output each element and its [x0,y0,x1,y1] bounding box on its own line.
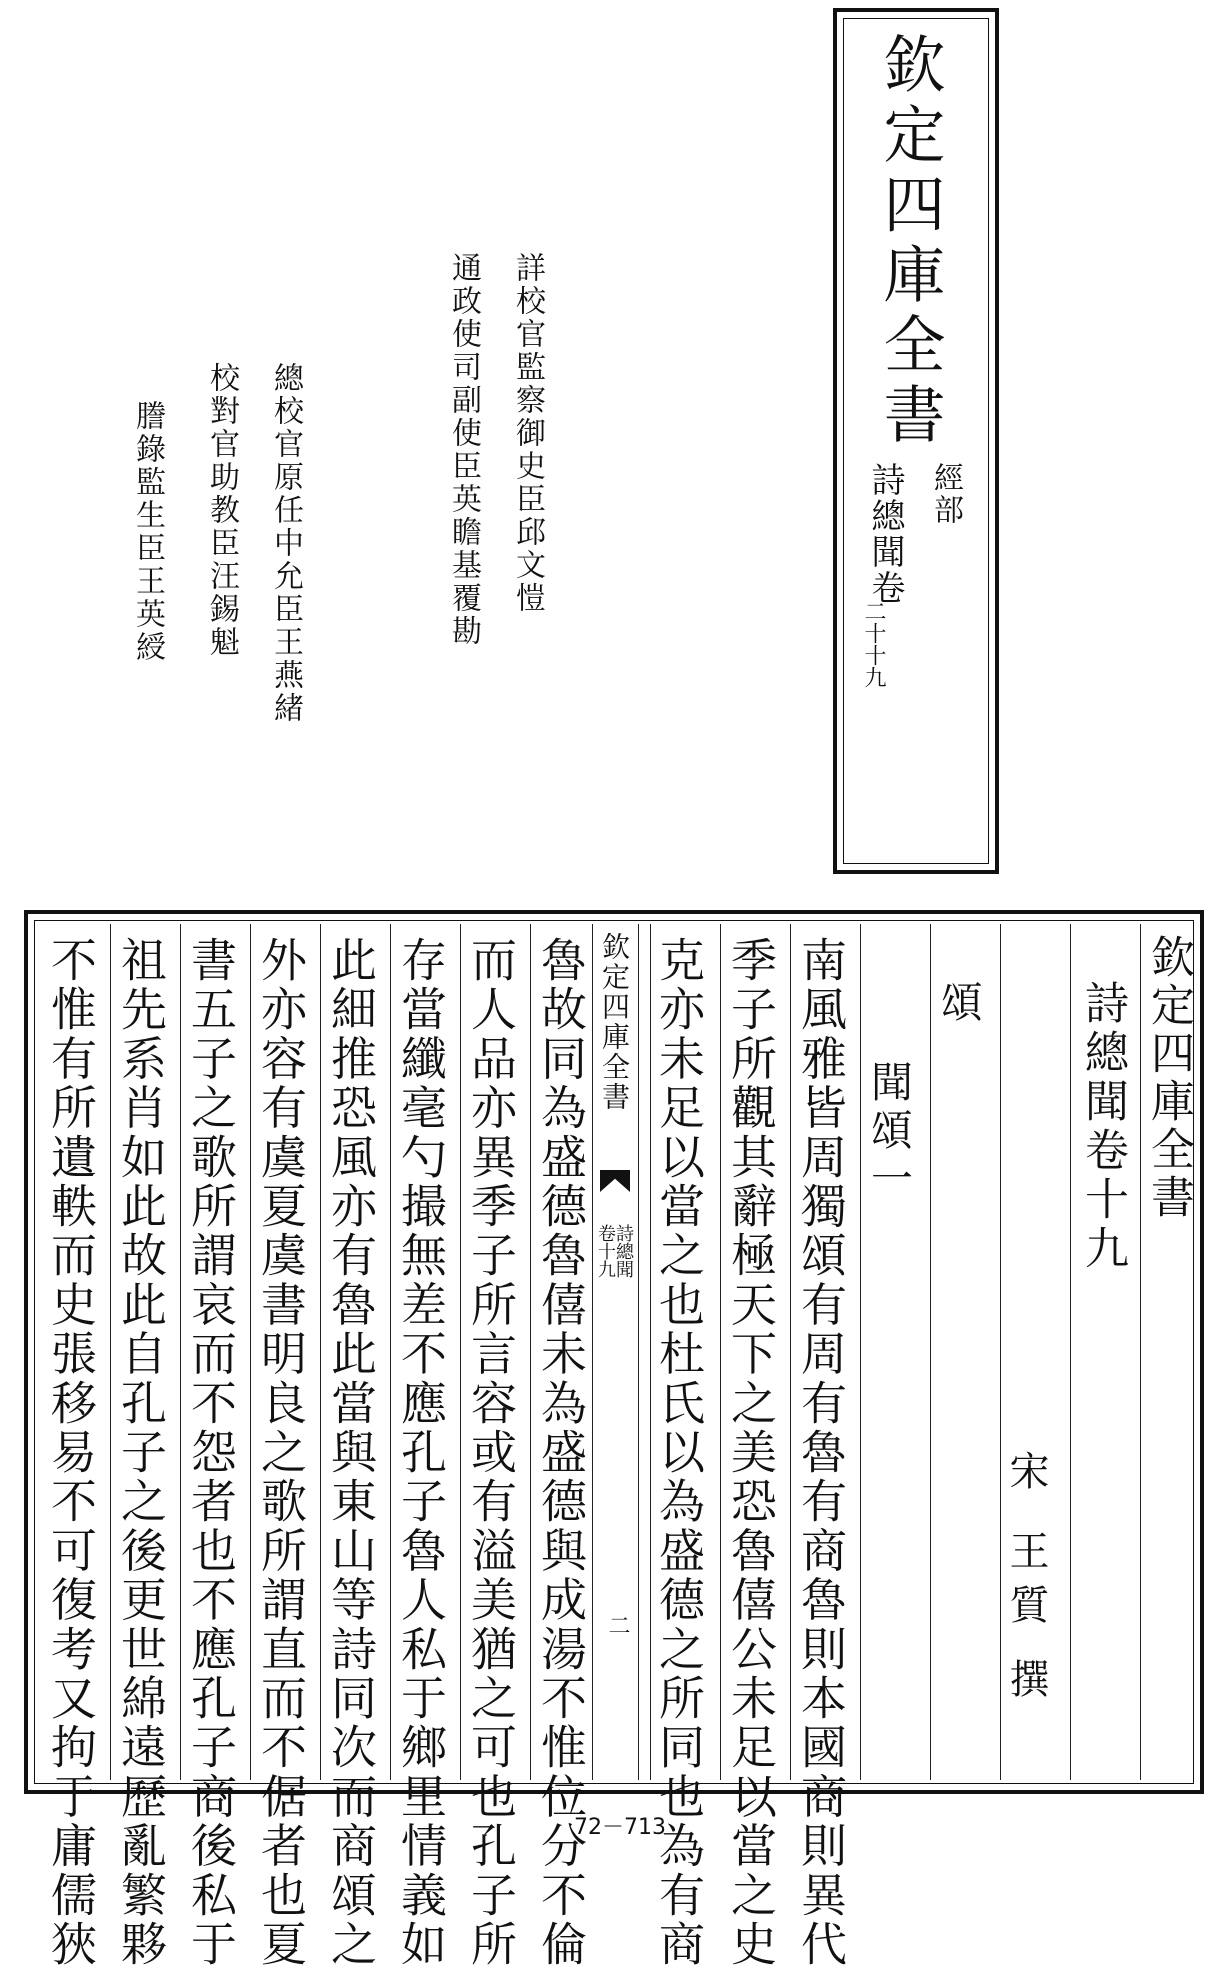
center-strip [592,924,638,1780]
author-action: 撰 [1003,1658,1049,1698]
text-column: 南風雅皆周獨頌有周有魯有商魯則本國商則異代 [794,936,848,1969]
column-rule [638,924,639,1780]
column-rule [650,924,651,1780]
text-column: 祖先系肖如此故此自孔子之後更世綿遠歷亂繁夥 [114,936,168,1969]
page-number: 72－713 [574,1815,666,1840]
text-column: 存當纖毫勺撮無差不應孔子魯人私于鄉里情義如 [394,936,448,1969]
column-rule [930,924,931,1780]
center-strip-series-title: 欽定四庫全書 [598,932,631,1112]
text-column: 外亦容有虞夏虞書明良之歌所謂直而不倨者也夏 [254,936,308,1969]
text-column: 不惟有所遺軼而史張移易不可復考又拘于庸儒狹 [44,936,98,1969]
section-label: 經部 [928,462,963,526]
text-column: 季子所觀其辭極天下之美恐魯僖公未足以當之史 [724,936,778,1969]
fishtail-mark [600,1170,630,1192]
credit-line-review-official: 通政使司副使臣英瞻基覆勘 [446,252,481,648]
page-header: 欽定四庫全書 [1143,934,1194,1222]
column-rule [180,924,181,1780]
column-rule [1070,924,1071,1780]
text-column: 此細推恐風亦有魯此當與東山等詩同次而商頌之 [324,936,378,1969]
text-column: 克亦未足以當之也杜氏以為盛德之所同也為有商 [652,936,706,1969]
author-name: 王質 [1003,1530,1049,1638]
column-rule [860,924,861,1780]
column-rule [390,924,391,1780]
text-column: 魯故同為盛德魯僖未為盛德與成湯不惟位分不倫 [534,936,588,1969]
column-rule [460,924,461,1780]
column-rule [320,924,321,1780]
column-rule [530,924,531,1780]
column-rule [250,924,251,1780]
chapter-subheading: 聞頌一 [865,1060,914,1204]
column-rule [1000,924,1001,1780]
credit-line-detailed-proofreader: 詳校官監察御史臣邱文愷 [510,252,545,615]
credit-line-collator: 校對官助教臣汪錫魁 [204,362,239,659]
column-rule [1140,924,1141,1780]
volume-title: 詩總聞卷十九 [1077,980,1128,1274]
series-title: 欽定四庫全書 [873,32,946,452]
center-strip-volume: 卷十九 [595,1224,616,1278]
column-rule [790,924,791,1780]
volume-numbers: 二十十九 [861,600,886,688]
center-strip-book-title: 詩總聞 [613,1224,634,1278]
text-column: 而人品亦異季子所言容或有溢美猶之可也孔子所 [464,936,518,1969]
book-title: 詩總聞卷 [865,462,905,606]
column-rule [110,924,111,1780]
center-strip-leaf-number: 二 [605,1614,630,1636]
page-number-container [560,1810,680,1842]
credit-line-chief-proofreader: 總校官原任中允臣王燕緒 [268,362,303,725]
chapter-heading: 頌 [935,980,984,1022]
column-rule [720,924,721,1780]
credit-line-copyist: 謄錄監生臣王英綬 [130,400,165,664]
author-dynasty: 宋 [1003,1450,1049,1490]
text-column: 書五子之歌所謂哀而不怨者也不應孔子商後私于 [184,936,238,1969]
